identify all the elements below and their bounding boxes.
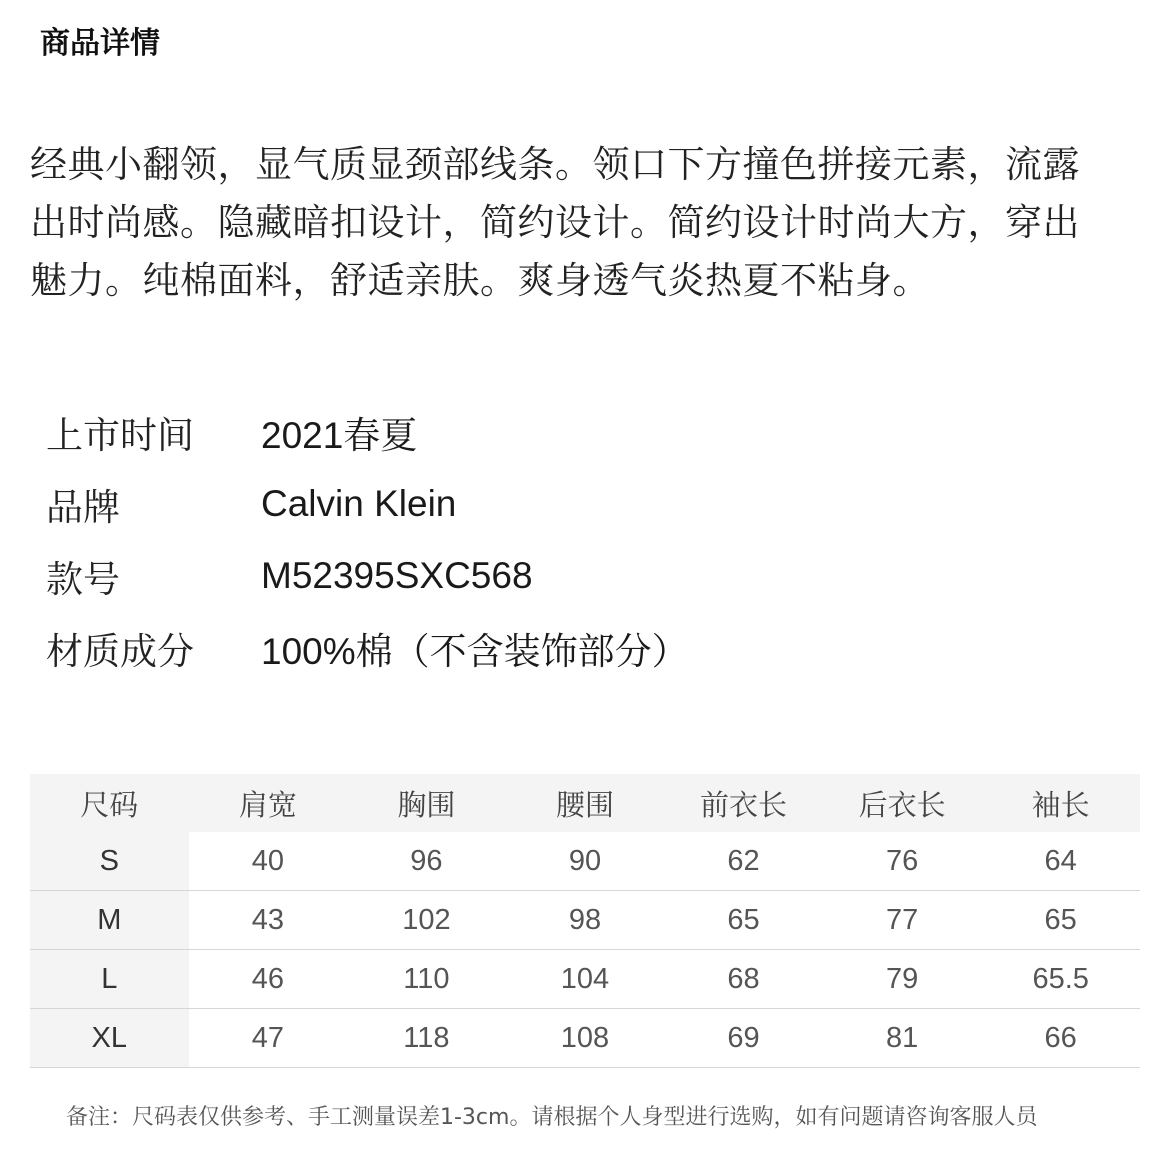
table-cell: 96 <box>347 832 506 891</box>
size-note: 备注：尺码表仅供参考、手工测量误差1-3cm。请根据个人身型进行选购，如有问题请咨询客服人员 <box>66 1105 1038 1130</box>
size-cell: S <box>30 832 189 891</box>
table-cell: 47 <box>189 1009 348 1068</box>
table-cell: 110 <box>347 950 506 1009</box>
table-row <box>30 950 1140 1009</box>
table-cell: 46 <box>189 950 348 1009</box>
spec-label: 上市时间 <box>46 414 194 457</box>
spec-label: 款号 <box>46 558 120 601</box>
spec-row-release-date <box>46 396 1126 468</box>
table-cell: 65 <box>981 891 1140 950</box>
table-cell: 43 <box>189 891 348 950</box>
spec-value: 2021春夏 <box>261 415 418 456</box>
table-cell: 104 <box>506 950 665 1009</box>
size-chart-table <box>30 774 1140 1068</box>
spec-value: Calvin Klein <box>261 483 457 524</box>
product-description <box>30 136 1140 310</box>
header-shoulder: 肩宽 <box>189 774 348 832</box>
section-title: 商品详情 <box>40 26 160 61</box>
header-back-length: 后衣长 <box>823 774 982 832</box>
spec-row-material <box>46 612 1126 684</box>
size-cell: M <box>30 891 189 950</box>
description-line: 出时尚感。隐藏暗扣设计，简约设计。简约设计时尚大方，穿出 <box>30 201 1080 244</box>
table-cell: 66 <box>981 1009 1140 1068</box>
table-row <box>30 832 1140 891</box>
spec-label: 材质成分 <box>46 630 194 673</box>
header-sleeve: 袖长 <box>981 774 1140 832</box>
table-cell: 69 <box>664 1009 823 1068</box>
header-waist: 腰围 <box>506 774 665 832</box>
table-cell: 64 <box>981 832 1140 891</box>
table-cell: 108 <box>506 1009 665 1068</box>
table-cell: 68 <box>664 950 823 1009</box>
table-cell: 65.5 <box>981 950 1140 1009</box>
table-cell: 40 <box>189 832 348 891</box>
table-cell: 79 <box>823 950 982 1009</box>
size-table-header-row <box>30 774 1140 832</box>
table-cell: 77 <box>823 891 982 950</box>
table-cell: 76 <box>823 832 982 891</box>
description-line: 经典小翻领，显气质显颈部线条。领口下方撞色拼接元素，流露 <box>30 143 1080 186</box>
table-cell: 65 <box>664 891 823 950</box>
table-cell: 81 <box>823 1009 982 1068</box>
table-row <box>30 891 1140 950</box>
spec-value: M52395SXC568 <box>261 555 533 596</box>
table-cell: 98 <box>506 891 665 950</box>
header-front-length: 前衣长 <box>664 774 823 832</box>
size-cell: L <box>30 950 189 1009</box>
spec-label: 品牌 <box>46 486 120 529</box>
table-cell: 90 <box>506 832 665 891</box>
size-cell: XL <box>30 1009 189 1068</box>
spec-value: 100%棉（不含装饰部分） <box>261 631 689 672</box>
table-cell: 102 <box>347 891 506 950</box>
spec-row-brand <box>46 468 1126 540</box>
product-specs <box>46 396 1126 684</box>
table-cell: 62 <box>664 832 823 891</box>
table-cell: 118 <box>347 1009 506 1068</box>
table-row <box>30 1009 1140 1068</box>
header-chest: 胸围 <box>347 774 506 832</box>
description-line: 魅力。纯棉面料，舒适亲肤。爽身透气炎热夏不粘身。 <box>30 259 930 302</box>
header-size: 尺码 <box>30 774 189 832</box>
spec-row-model-number <box>46 540 1126 612</box>
